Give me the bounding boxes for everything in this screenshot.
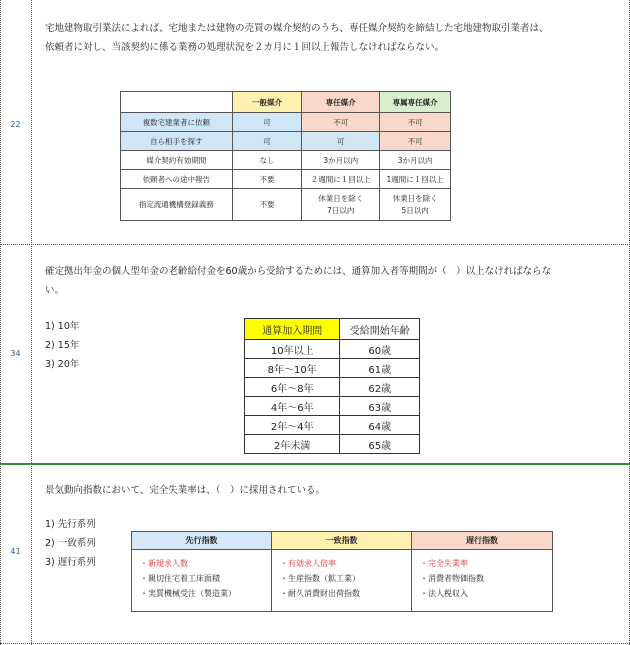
answer-option: 2) 一致系列 xyxy=(45,538,96,549)
table-cell: 休業日を除く 7日以内 xyxy=(302,189,380,221)
table-cell: 不可 xyxy=(380,113,451,132)
question-text-line: 景気動向指数において、完全失業率は、（ ）に採用されている。 xyxy=(45,485,326,496)
table-cell: 1週間に１回以上 xyxy=(380,170,451,189)
indicator-item: ・消費者物価指数 xyxy=(420,574,484,583)
table-cell: 63歳 xyxy=(340,397,420,416)
question-text xyxy=(45,481,620,500)
question-number: 34 xyxy=(10,349,21,358)
business-indicator-table xyxy=(131,531,553,612)
table-header: 受給開始年齢 xyxy=(340,319,420,340)
table-cell: 休業日を除く 5日以内 xyxy=(380,189,451,221)
answer-options xyxy=(45,515,96,572)
table-cell: なし xyxy=(232,151,302,170)
table-cell: 2年未満 xyxy=(245,435,340,454)
answer-option: 1) 先行系列 xyxy=(45,519,96,530)
table-cell: 4年～6年 xyxy=(245,397,340,416)
table-row-label: 自ら相手を探す xyxy=(121,132,233,151)
row-divider-green xyxy=(0,463,630,465)
answer-options xyxy=(45,317,79,374)
table-cell: 65歳 xyxy=(340,435,420,454)
answer-option: 1) 10年 xyxy=(45,321,80,332)
row-divider xyxy=(0,244,630,245)
indicator-column xyxy=(412,550,553,612)
question-text xyxy=(45,19,620,57)
table-cell: 可 xyxy=(232,132,302,151)
answer-option: 2) 15年 xyxy=(45,340,80,351)
table-header: 通算加入期間 xyxy=(245,319,340,340)
pension-age-table xyxy=(244,318,420,454)
indicator-column xyxy=(132,550,272,612)
indicator-item: ・完全失業率 xyxy=(420,559,468,568)
table-cell: 可 xyxy=(302,132,380,151)
table-row-label: 指定流通機構登録義務 xyxy=(121,189,233,221)
indicator-item: ・新規求人数 xyxy=(140,559,188,568)
indicator-column xyxy=(272,550,412,612)
indicator-item: ・有効求人倍率 xyxy=(280,559,336,568)
table-cell: ２週間に１回以上 xyxy=(302,170,380,189)
table-cell: 3か月以内 xyxy=(302,151,380,170)
table-header: 一致指数 xyxy=(272,532,412,550)
table-cell: 可 xyxy=(232,113,302,132)
question-text-line: 依頼者に対し、当該契約に係る業務の処理状況を２カ月に１回以上報告しなければならない。 xyxy=(45,42,445,53)
table-cell: 61歳 xyxy=(340,359,420,378)
indicator-item: ・耐久消費財出荷指数 xyxy=(280,589,360,598)
table-row-label: 複数宅建業者に依頼 xyxy=(121,113,233,132)
table-cell: 不可 xyxy=(302,113,380,132)
brokerage-contract-table xyxy=(120,91,451,221)
question-number: 22 xyxy=(10,120,21,129)
table-cell: 3か月以内 xyxy=(380,151,451,170)
table-cell: 60歳 xyxy=(340,340,420,359)
table-cell: 64歳 xyxy=(340,416,420,435)
answer-option: 3) 遅行系列 xyxy=(45,557,96,568)
table-header: 先行指数 xyxy=(132,532,272,550)
table-cell: 不可 xyxy=(380,132,451,151)
indicator-item: ・親切住宅着工床面積 xyxy=(140,574,220,583)
table-header: 専属専任媒介 xyxy=(380,92,451,113)
answer-option: 3) 20年 xyxy=(45,359,80,370)
table-cell: 8年～10年 xyxy=(245,359,340,378)
table-row-label: 依頼者への途中報告 xyxy=(121,170,233,189)
table-header-corner xyxy=(121,92,233,113)
row-divider xyxy=(0,643,630,644)
question-text-line: い。 xyxy=(45,285,65,296)
question-text-line: 確定拠出年金の個人型年金の老齢給付金を60歳から受給するためには、通算加入者等期間が（ ）以上なければならな xyxy=(45,266,552,277)
question-text xyxy=(45,262,620,300)
table-row-label: 媒介契約有効期間 xyxy=(121,151,233,170)
indicator-item: ・法人税収入 xyxy=(420,589,468,598)
table-cell: 2年～4年 xyxy=(245,416,340,435)
table-cell: 不要 xyxy=(232,189,302,221)
question-number: 41 xyxy=(10,547,21,556)
indicator-item: ・生産指数（鉱工業） xyxy=(280,574,360,583)
table-cell: 10年以上 xyxy=(245,340,340,359)
table-header: 遅行指数 xyxy=(412,532,553,550)
indicator-item: ・実質機械受注（製造業） xyxy=(140,589,236,598)
number-column-border xyxy=(31,0,32,645)
table-cell: 不要 xyxy=(232,170,302,189)
table-header: 専任媒介 xyxy=(302,92,380,113)
question-text-line: 宅地建物取引業法によれば、宅地または建物の売買の媒介契約のうち、専任媒介契約を締結した宅地建物取引業者は、 xyxy=(45,23,549,34)
table-cell: 62歳 xyxy=(340,378,420,397)
table-header: 一般媒介 xyxy=(232,92,302,113)
table-cell: 6年～8年 xyxy=(245,378,340,397)
